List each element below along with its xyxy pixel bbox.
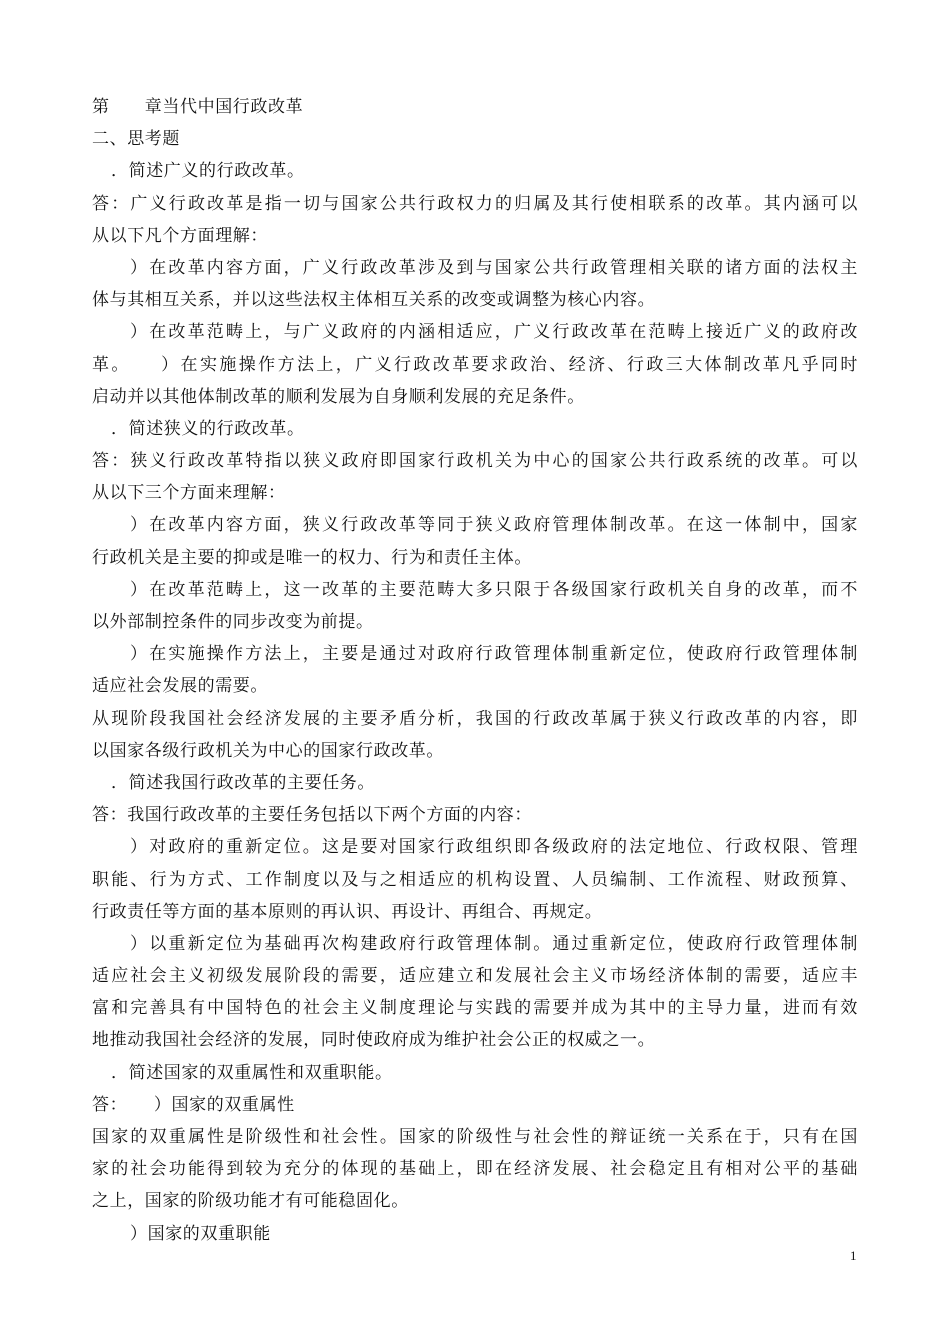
answer-2-point-1-line-2: 行政机关是主要的抑或是唯一的权力、行为和责任主体。 xyxy=(92,547,532,568)
chapter-heading: 第 章当代中国行政改革 xyxy=(92,97,304,117)
answer-4-point-2-heading: ）国家的双重职能 xyxy=(130,1223,271,1244)
answer-2-point-3-line-2: 适应社会发展的需要。 xyxy=(92,676,268,697)
answer-2-summary-line-2: 以国家各级行政机关为中心的国家行政改革。 xyxy=(92,740,444,761)
answer-3-point-1-line-2: 职能、行为方式、工作制度以及与之相适应的机构设置、人员编制、工作流程、财政预算、 xyxy=(92,869,858,890)
answer-3-point-2-line-1: ）以重新定位为基础再次构建政府行政管理体制。通过重新定位，使政府行政管理体制 xyxy=(130,933,858,954)
answer-3-point-2-line-3: 富和完善具有中国特色的社会主义制度理论与实践的需要并成为其中的主导力量，进而有效 xyxy=(92,998,858,1019)
answer-1-point-2-line-1: ）在改革范畴上，与广义政府的内涵相适应，广义行政改革在范畴上接近广义的政府改 xyxy=(130,322,858,343)
section-heading: 二、思考题 xyxy=(92,129,180,150)
answer-4-line-1: 答： ）国家的双重属性 xyxy=(92,1094,295,1115)
answer-3-line-1: 答：我国行政改革的主要任务包括以下两个方面的内容： xyxy=(92,805,532,826)
answer-3-point-1-line-3: 行政责任等方面的基本原则的再认识、再设计、再组合、再规定。 xyxy=(92,901,603,922)
answer-3-point-2-line-4: 地推动我国社会经济的发展，同时使政府成为维护社会公正的权威之一。 xyxy=(92,1030,656,1051)
answer-1-line-2: 从以下凡个方面理解： xyxy=(92,225,268,246)
question-1: ．简述广义的行政改革。 xyxy=(111,161,305,182)
answer-1-line-1: 答：广义行政改革是指一切与国家公共行政权力的归属及其行使相联系的改革。其内涵可以 xyxy=(92,193,858,214)
question-2: ．简述狭义的行政改革。 xyxy=(111,418,305,439)
answer-2-point-3-line-1: ）在实施操作方法上，主要是通过对政府行政管理体制重新定位，使政府行政管理体制 xyxy=(130,644,858,665)
page-number: 1 xyxy=(850,1248,857,1263)
answer-3-point-1-line-1: ）对政府的重新定位。这是要对国家行政组织即各级政府的法定地位、行政权限、管理 xyxy=(130,837,858,858)
answer-1-point-1-line-2: 体与其相互关系，并以这些法权主体相互关系的改变或调整为核心内容。 xyxy=(92,290,656,311)
answer-2-line-1: 答：狭义行政改革特指以狭义政府即国家行政机关为中心的国家公共行政系统的改革。可以 xyxy=(92,451,858,472)
question-4: ．简述国家的双重属性和双重职能。 xyxy=(111,1062,393,1083)
answer-1-point-1-line-1: ）在改革内容方面，广义行政改革涉及到与国家公共行政管理相关联的诸方面的法权主 xyxy=(130,257,858,278)
answer-1-point-2-line-3: 启动并以其他体制改革的顺利发展为自身顺利发展的充足条件。 xyxy=(92,386,585,407)
answer-2-point-2-line-1: ）在改革范畴上，这一改革的主要范畴大多只限于各级国家行政机关自身的改革，而不 xyxy=(130,579,858,600)
answer-4-body-line-1: 国家的双重属性是阶级性和社会性。国家的阶级性与社会性的辩证统一关系在于，只有在国 xyxy=(92,1127,858,1147)
answer-3-point-2-line-2: 适应社会主义初级发展阶段的需要，适应建立和发展社会主义市场经济体制的需要，适应丰 xyxy=(92,966,858,987)
question-3: ．简述我国行政改革的主要任务。 xyxy=(111,772,375,793)
answer-2-summary-line-1: 从现阶段我国社会经济发展的主要矛盾分析，我国的行政改革属于狭义行政改革的内容，即 xyxy=(92,708,858,729)
answer-4-body-line-2: 家的社会功能得到较为充分的体现的基础上，即在经济发展、社会稳定且有相对公平的基础 xyxy=(92,1159,858,1180)
answer-1-point-2-line-2: 革。 ）在实施操作方法上，广义行政改革要求政治、经济、行政三大体制改革凡乎同时 xyxy=(92,354,858,375)
answer-2-point-1-line-1: ）在改革内容方面，狭义行政改革等同于狭义政府管理体制改革。在这一体制中，国家 xyxy=(130,515,858,536)
answer-4-body-line-3: 之上，国家的阶级功能才有可能稳固化。 xyxy=(92,1191,409,1212)
answer-2-point-2-line-2: 以外部制控条件的同步改变为前提。 xyxy=(92,612,374,632)
document-body xyxy=(92,91,858,1250)
answer-2-line-2: 从以下三个方面来理解： xyxy=(92,483,286,504)
